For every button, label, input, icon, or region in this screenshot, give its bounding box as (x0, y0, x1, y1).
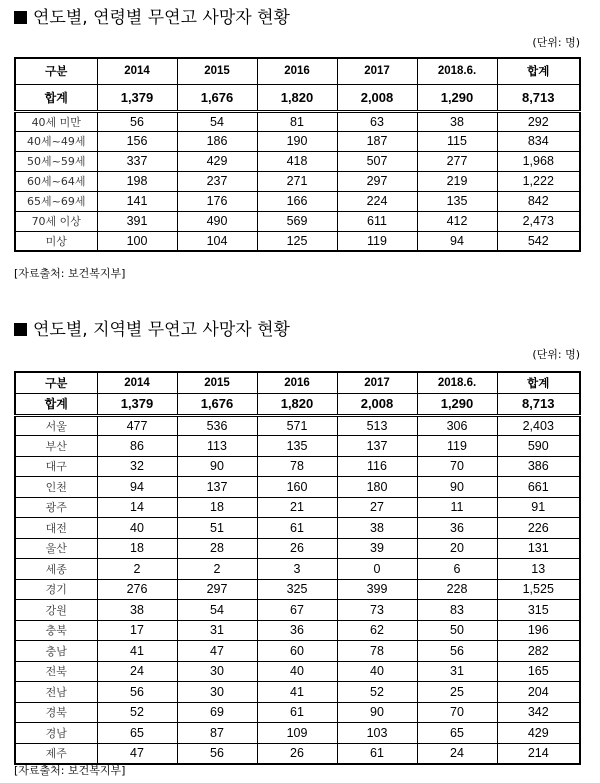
table-cell: 1,222 (497, 171, 580, 191)
section2-unit: (단위: 명) (532, 348, 580, 361)
table-row (15, 497, 580, 518)
table-cell: 61 (337, 743, 417, 764)
table-row (15, 211, 580, 231)
table-cell: 31 (417, 661, 497, 682)
table-cell: 2016 (257, 58, 337, 84)
table-cell: 412 (417, 211, 497, 231)
row-label-cell: 경기 (15, 579, 97, 600)
table-cell: 73 (337, 600, 417, 621)
table-cell: 2,403 (497, 415, 580, 436)
table-cell: 1,379 (97, 84, 177, 111)
table-cell: 590 (497, 436, 580, 457)
table-cell: 81 (257, 111, 337, 131)
table-cell: 186 (177, 131, 257, 151)
table-cell: 237 (177, 171, 257, 191)
row-label-cell: 서울 (15, 415, 97, 436)
table-cell: 2,008 (337, 393, 417, 415)
table-cell: 61 (257, 518, 337, 539)
row-label-cell: 강원 (15, 600, 97, 621)
table-cell: 276 (97, 579, 177, 600)
table-cell: 52 (97, 702, 177, 723)
table-cell: 62 (337, 620, 417, 641)
section2-title-text: 연도별, 지역별 무연고 사망자 현황 (33, 320, 290, 340)
table-cell: 합계 (497, 58, 580, 84)
table-cell: 418 (257, 151, 337, 171)
table-cell: 103 (337, 723, 417, 744)
table-cell: 2014 (97, 58, 177, 84)
table-cell: 41 (97, 641, 177, 662)
table-cell: 30 (177, 682, 257, 703)
table-cell: 137 (177, 477, 257, 498)
table-cell: 337 (97, 151, 177, 171)
table-row (15, 456, 580, 477)
row-label-cell: 65세~69세 (15, 191, 97, 211)
table-cell: 14 (97, 497, 177, 518)
row-label-cell: 40세~49세 (15, 131, 97, 151)
table-cell: 477 (97, 415, 177, 436)
table-row (15, 477, 580, 498)
table-cell: 47 (177, 641, 257, 662)
table-cell: 1,379 (97, 393, 177, 415)
table-cell: 135 (257, 436, 337, 457)
table-cell: 391 (97, 211, 177, 231)
table-cell: 28 (177, 538, 257, 559)
table-cell: 3 (257, 559, 337, 580)
table-row (15, 559, 580, 580)
row-label-cell: 충북 (15, 620, 97, 641)
table-cell: 0 (337, 559, 417, 580)
table-body (15, 415, 580, 764)
table-cell: 32 (97, 456, 177, 477)
row-label-cell: 70세 이상 (15, 211, 97, 231)
table-row (15, 620, 580, 641)
table-cell: 56 (417, 641, 497, 662)
table-cell: 38 (97, 600, 177, 621)
total-row (15, 393, 580, 415)
table-cell: 54 (177, 600, 257, 621)
row-label-cell: 전북 (15, 661, 97, 682)
table-cell: 87 (177, 723, 257, 744)
table-cell: 2,473 (497, 211, 580, 231)
table-cell: 2017 (337, 372, 417, 393)
table-cell: 합계 (497, 372, 580, 393)
table-cell: 17 (97, 620, 177, 641)
table-cell: 70 (417, 702, 497, 723)
table-cell: 40 (337, 661, 417, 682)
row-label-cell: 60세~64세 (15, 171, 97, 191)
table-cell: 90 (417, 477, 497, 498)
table-row (15, 723, 580, 744)
table-cell: 2 (97, 559, 177, 580)
table-cell: 228 (417, 579, 497, 600)
total-row (15, 84, 580, 111)
section2-title (14, 320, 290, 340)
table-cell: 1,968 (497, 151, 580, 171)
table-cell: 160 (257, 477, 337, 498)
table-cell: 325 (257, 579, 337, 600)
table-cell: 611 (337, 211, 417, 231)
table-cell: 94 (417, 231, 497, 251)
table-cell: 52 (337, 682, 417, 703)
table-cell: 569 (257, 211, 337, 231)
table-cell: 36 (257, 620, 337, 641)
table-cell: 2015 (177, 58, 257, 84)
table-row (15, 131, 580, 151)
table-row (15, 661, 580, 682)
table-cell: 6 (417, 559, 497, 580)
table-cell: 47 (97, 743, 177, 764)
row-label-cell: 충남 (15, 641, 97, 662)
table-row (15, 682, 580, 703)
table-cell: 24 (97, 661, 177, 682)
table-cell: 1,290 (417, 84, 497, 111)
table-cell: 2017 (337, 58, 417, 84)
table-cell: 219 (417, 171, 497, 191)
table-cell: 306 (417, 415, 497, 436)
table-cell: 25 (417, 682, 497, 703)
table-cell: 119 (337, 231, 417, 251)
table-cell: 51 (177, 518, 257, 539)
row-label-cell: 구분 (15, 372, 97, 393)
table-cell: 1,290 (417, 393, 497, 415)
table-cell: 65 (97, 723, 177, 744)
table-cell: 39 (337, 538, 417, 559)
row-label-cell: 40세 미만 (15, 111, 97, 131)
table-cell: 224 (337, 191, 417, 211)
table-cell: 2014 (97, 372, 177, 393)
table-cell: 27 (337, 497, 417, 518)
table-cell: 429 (497, 723, 580, 744)
table-cell: 78 (257, 456, 337, 477)
row-label-cell: 미상 (15, 231, 97, 251)
row-label-cell: 대구 (15, 456, 97, 477)
table-cell: 56 (97, 111, 177, 131)
table-cell: 1,820 (257, 393, 337, 415)
table-row (15, 702, 580, 723)
table-cell: 91 (497, 497, 580, 518)
table-cell: 38 (337, 518, 417, 539)
table-cell: 60 (257, 641, 337, 662)
table-cell: 21 (257, 497, 337, 518)
table-body (15, 111, 580, 251)
table-cell: 292 (497, 111, 580, 131)
table-cell: 190 (257, 131, 337, 151)
table-cell: 54 (177, 111, 257, 131)
section1-unit: (단위: 명) (532, 36, 580, 49)
table-cell: 141 (97, 191, 177, 211)
table-cell: 513 (337, 415, 417, 436)
section1-title-text: 연도별, 연령별 무연고 사망자 현황 (33, 8, 290, 28)
table-cell: 31 (177, 620, 257, 641)
table-cell: 40 (257, 661, 337, 682)
table-cell: 36 (417, 518, 497, 539)
table-cell: 137 (337, 436, 417, 457)
table-cell: 386 (497, 456, 580, 477)
row-label-cell: 대전 (15, 518, 97, 539)
row-label-cell: 구분 (15, 58, 97, 84)
table-cell: 2018.6. (417, 372, 497, 393)
table-cell: 271 (257, 171, 337, 191)
row-label-cell: 인천 (15, 477, 97, 498)
table-cell: 842 (497, 191, 580, 211)
table-cell: 63 (337, 111, 417, 131)
row-label-cell: 50세~59세 (15, 151, 97, 171)
table-cell: 104 (177, 231, 257, 251)
table-cell: 65 (417, 723, 497, 744)
table-cell: 176 (177, 191, 257, 211)
table-cell: 429 (177, 151, 257, 171)
table-row (15, 538, 580, 559)
row-label-cell: 전남 (15, 682, 97, 703)
table-cell: 507 (337, 151, 417, 171)
table-cell: 198 (97, 171, 177, 191)
black-square-icon (14, 11, 27, 24)
table-cell: 69 (177, 702, 257, 723)
table-cell: 94 (97, 477, 177, 498)
section1-source: [자료출처: 보건복지부] (14, 267, 126, 280)
table-cell: 41 (257, 682, 337, 703)
table-cell: 490 (177, 211, 257, 231)
table-cell: 297 (177, 579, 257, 600)
row-label-cell: 광주 (15, 497, 97, 518)
table-cell: 1,676 (177, 393, 257, 415)
table-cell: 204 (497, 682, 580, 703)
table-cell: 2016 (257, 372, 337, 393)
table-cell: 166 (257, 191, 337, 211)
row-label-cell: 합계 (15, 84, 97, 111)
table-cell: 277 (417, 151, 497, 171)
table-cell: 50 (417, 620, 497, 641)
table-cell: 56 (97, 682, 177, 703)
row-label-cell: 세종 (15, 559, 97, 580)
table-cell: 26 (257, 538, 337, 559)
table-cell: 24 (417, 743, 497, 764)
table-cell: 2,008 (337, 84, 417, 111)
table-cell: 113 (177, 436, 257, 457)
age-table (14, 57, 581, 252)
table-cell: 86 (97, 436, 177, 457)
table-cell: 165 (497, 661, 580, 682)
black-square-icon (14, 323, 27, 336)
table-row (15, 579, 580, 600)
table-row (15, 743, 580, 764)
table-row (15, 641, 580, 662)
row-label-cell: 경북 (15, 702, 97, 723)
table-row (15, 111, 580, 131)
table-cell: 30 (177, 661, 257, 682)
table-cell: 661 (497, 477, 580, 498)
table-row (15, 231, 580, 251)
table-row (15, 151, 580, 171)
section2-source: [자료출처: 보건복지부] (14, 764, 126, 777)
table-cell: 187 (337, 131, 417, 151)
table-cell: 2015 (177, 372, 257, 393)
table-cell: 131 (497, 538, 580, 559)
table-cell: 8,713 (497, 84, 580, 111)
table-cell: 297 (337, 171, 417, 191)
table-cell: 56 (177, 743, 257, 764)
table-cell: 1,525 (497, 579, 580, 600)
table-cell: 18 (97, 538, 177, 559)
table-cell: 2 (177, 559, 257, 580)
row-label-cell: 합계 (15, 393, 97, 415)
table-cell: 282 (497, 641, 580, 662)
table-cell: 542 (497, 231, 580, 251)
table-header-row (15, 372, 580, 393)
table-row (15, 518, 580, 539)
table-cell: 90 (177, 456, 257, 477)
table-cell: 571 (257, 415, 337, 436)
table-cell: 13 (497, 559, 580, 580)
table-cell: 226 (497, 518, 580, 539)
table-cell: 214 (497, 743, 580, 764)
table-cell: 8,713 (497, 393, 580, 415)
table-cell: 135 (417, 191, 497, 211)
table-cell: 18 (177, 497, 257, 518)
table-cell: 61 (257, 702, 337, 723)
row-label-cell: 경남 (15, 723, 97, 744)
table-cell: 2018.6. (417, 58, 497, 84)
table-cell: 78 (337, 641, 417, 662)
table-cell: 70 (417, 456, 497, 477)
table-cell: 100 (97, 231, 177, 251)
table-cell: 156 (97, 131, 177, 151)
table-cell: 109 (257, 723, 337, 744)
table-cell: 180 (337, 477, 417, 498)
table-cell: 315 (497, 600, 580, 621)
table-cell: 116 (337, 456, 417, 477)
table-cell: 40 (97, 518, 177, 539)
table-cell: 119 (417, 436, 497, 457)
table-cell: 67 (257, 600, 337, 621)
table-cell: 399 (337, 579, 417, 600)
table-header-row (15, 58, 580, 84)
row-label-cell: 울산 (15, 538, 97, 559)
table-cell: 26 (257, 743, 337, 764)
table-cell: 1,820 (257, 84, 337, 111)
table-row (15, 600, 580, 621)
table-cell: 115 (417, 131, 497, 151)
table-cell: 536 (177, 415, 257, 436)
table-row (15, 415, 580, 436)
table-row (15, 191, 580, 211)
table-cell: 342 (497, 702, 580, 723)
table-row (15, 436, 580, 457)
table-cell: 1,676 (177, 84, 257, 111)
region-table (14, 371, 581, 765)
section1-title (14, 8, 290, 28)
row-label-cell: 부산 (15, 436, 97, 457)
table-cell: 83 (417, 600, 497, 621)
table-row (15, 171, 580, 191)
table-cell: 125 (257, 231, 337, 251)
table-cell: 11 (417, 497, 497, 518)
table-cell: 90 (337, 702, 417, 723)
row-label-cell: 제주 (15, 743, 97, 764)
table-cell: 38 (417, 111, 497, 131)
table-cell: 834 (497, 131, 580, 151)
table-cell: 196 (497, 620, 580, 641)
table-cell: 20 (417, 538, 497, 559)
